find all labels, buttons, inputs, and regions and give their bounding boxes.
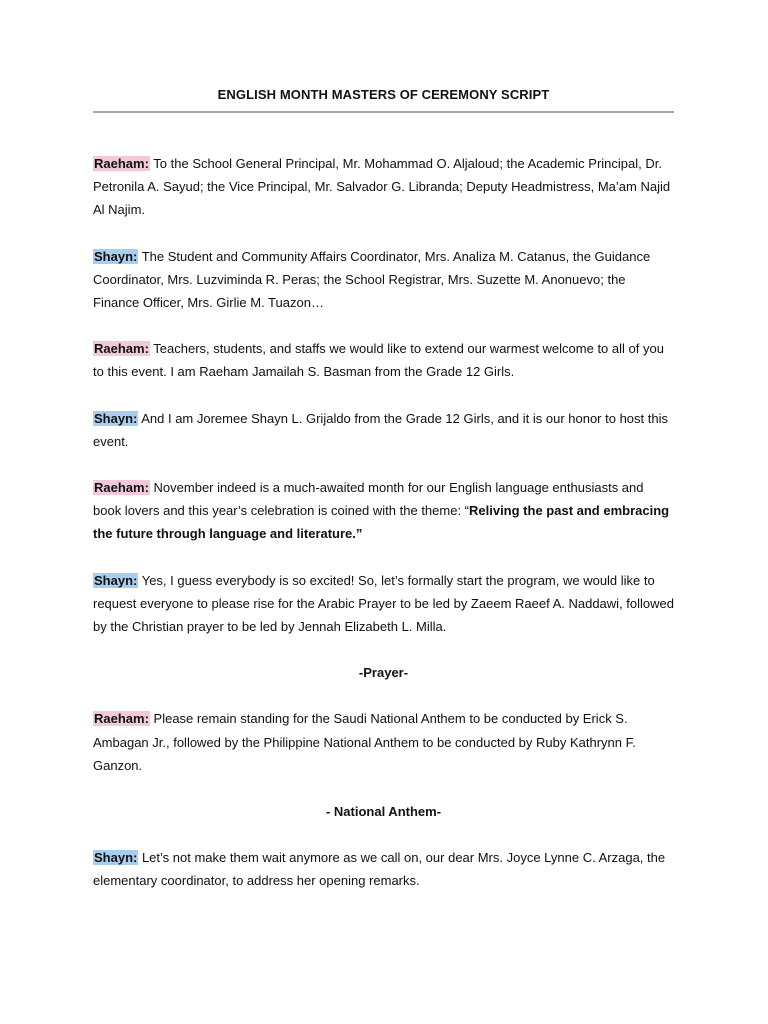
speaker-shayn-label: Shayn: — [94, 248, 138, 264]
script-paragraph-1 — [93, 152, 674, 222]
script-paragraph-4 — [93, 407, 674, 453]
script-paragraph-8 — [93, 846, 674, 892]
paragraph-text: Teachers, students, and staffs we would like to extend our warmest welcome to all of you to this event. I am Raeham Jamailah S. Basman from the Grade 12 Girls. — [93, 341, 664, 380]
speaker-shayn-label: Shayn: — [94, 850, 138, 866]
speaker-raeham-label: Raeham: — [94, 480, 149, 496]
speaker-shayn-label: Shayn: — [94, 572, 138, 588]
script-paragraph-5 — [93, 476, 674, 546]
script-paragraph-6 — [93, 569, 674, 639]
paragraph-text: To the School General Principal, Mr. Mohammad O. Aljaloud; the Academic Principal, Dr. Petronila A. Sayud; the Vice Principal, Mr. Salvador G. Libranda; Deputy Headmistress, Ma’am Najid Al Najim. — [93, 156, 671, 218]
stage-cue-national-anthem: - National Anthem- — [325, 804, 442, 820]
paragraph-text: Please remain standing for the Saudi National Anthem to be conducted by Erick S. Ambagan Jr., followed by the Philippine National Anthem to be conducted by Ruby Kathrynn F. Ganzon. — [93, 711, 636, 773]
script-paragraph-7 — [93, 707, 674, 777]
speaker-shayn-label: Shayn: — [94, 410, 138, 426]
theme-emphasis: Reliving the past and embracing the future through language and literature.” — [93, 503, 670, 542]
paragraph-text: The Student and Community Affairs Coordinator, Mrs. Analiza M. Catanus, the Guidance Coordinator, Mrs. Luzviminda R. Peras; the School Registrar, Mrs. Suzette M. Anonuevo; the Finance Officer, Mrs. Girlie M. Tuazon… — [93, 248, 651, 311]
script-paragraph-3 — [93, 337, 674, 383]
title-divider — [93, 111, 674, 113]
script-paragraph-2 — [93, 245, 674, 315]
paragraph-text: Yes, I guess everybody is so excited! So, let’s formally start the program, we would like to request everyone to please rise for the Arabic Prayer to be led by Zaeem Raeef A. Naddawi, followed by the Christian prayer to be led by Jennah Elizabeth L. Milla. — [93, 572, 674, 635]
speaker-raeham-label: Raeham: — [94, 156, 149, 171]
speaker-raeham-label: Raeham: — [94, 711, 149, 727]
stage-cue-prayer: -Prayer- — [358, 665, 409, 681]
document-title: ENGLISH MONTH MASTERS OF CEREMONY SCRIPT — [217, 87, 550, 102]
paragraph-text: Let’s not make them wait anymore as we call on, our dear Mrs. Joyce Lynne C. Arzaga, the elementary coordinator, to address her opening remarks. — [93, 850, 666, 889]
speaker-raeham-label: Raeham: — [94, 341, 149, 357]
paragraph-text: November indeed is a much-awaited month for our English language enthusiasts and book lovers and this year’s celebration is coined with the theme: “ — [93, 480, 644, 519]
paragraph-text: And I am Joremee Shayn L. Grijaldo from the Grade 12 Girls, and it is our honor to host this event. — [93, 410, 668, 449]
